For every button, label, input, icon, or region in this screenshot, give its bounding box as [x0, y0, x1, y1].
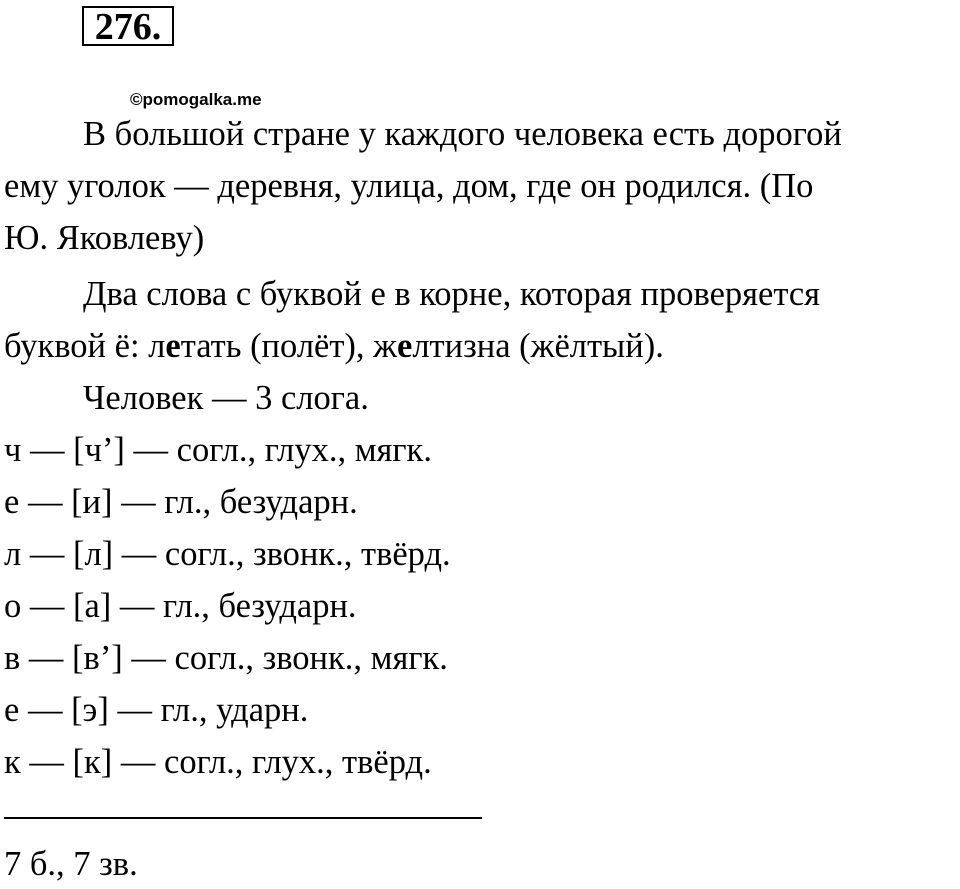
phonetic-row: в — [в’] — согл., звонк., мягк. — [4, 639, 448, 677]
words-text: лтизна (жёлтый). — [412, 327, 664, 365]
phonetic-row: к — [к] — согл., глух., твёрд. — [4, 743, 432, 781]
exercise-number: 276. — [82, 6, 174, 46]
words-line — [4, 320, 956, 372]
divider — [4, 817, 482, 819]
words-line: Два слова с буквой е в корне, которая проверяется — [83, 275, 821, 313]
words-text: буквой ё: л — [4, 327, 166, 365]
sentence-line: В большой стране у каждого человека есть дорогой — [83, 115, 842, 153]
words-paragraph — [4, 268, 956, 372]
watermark: ©pomogalka.me — [130, 90, 262, 109]
highlighted-letter: е — [397, 327, 413, 365]
phonetic-row: е — [э] — гл., ударн. — [4, 691, 309, 729]
sentence-paragraph — [4, 108, 956, 264]
phonetic-row: е — [и] — гл., безударн. — [4, 483, 358, 521]
summary: 7 б., 7 зв. — [4, 845, 138, 883]
phonetic-row: л — [л] — согл., звонк., твёрд. — [4, 535, 451, 573]
phonetic-row: ч — [ч’] — согл., глух., мягк. — [4, 431, 432, 469]
syllables-text: Человек — 3 слога. — [83, 379, 369, 417]
sentence-line: ему уголок — деревня, улица, дом, где он родился. (По — [4, 167, 814, 205]
highlighted-letter: е — [165, 327, 181, 365]
syllables-line — [4, 372, 956, 424]
sentence-line: Ю. Яковлеву) — [4, 219, 205, 257]
phonetic-row: о — [а] — гл., безударн. — [4, 587, 357, 625]
words-text: тать (полёт), ж — [180, 327, 398, 365]
phonetic-analysis — [4, 424, 956, 788]
